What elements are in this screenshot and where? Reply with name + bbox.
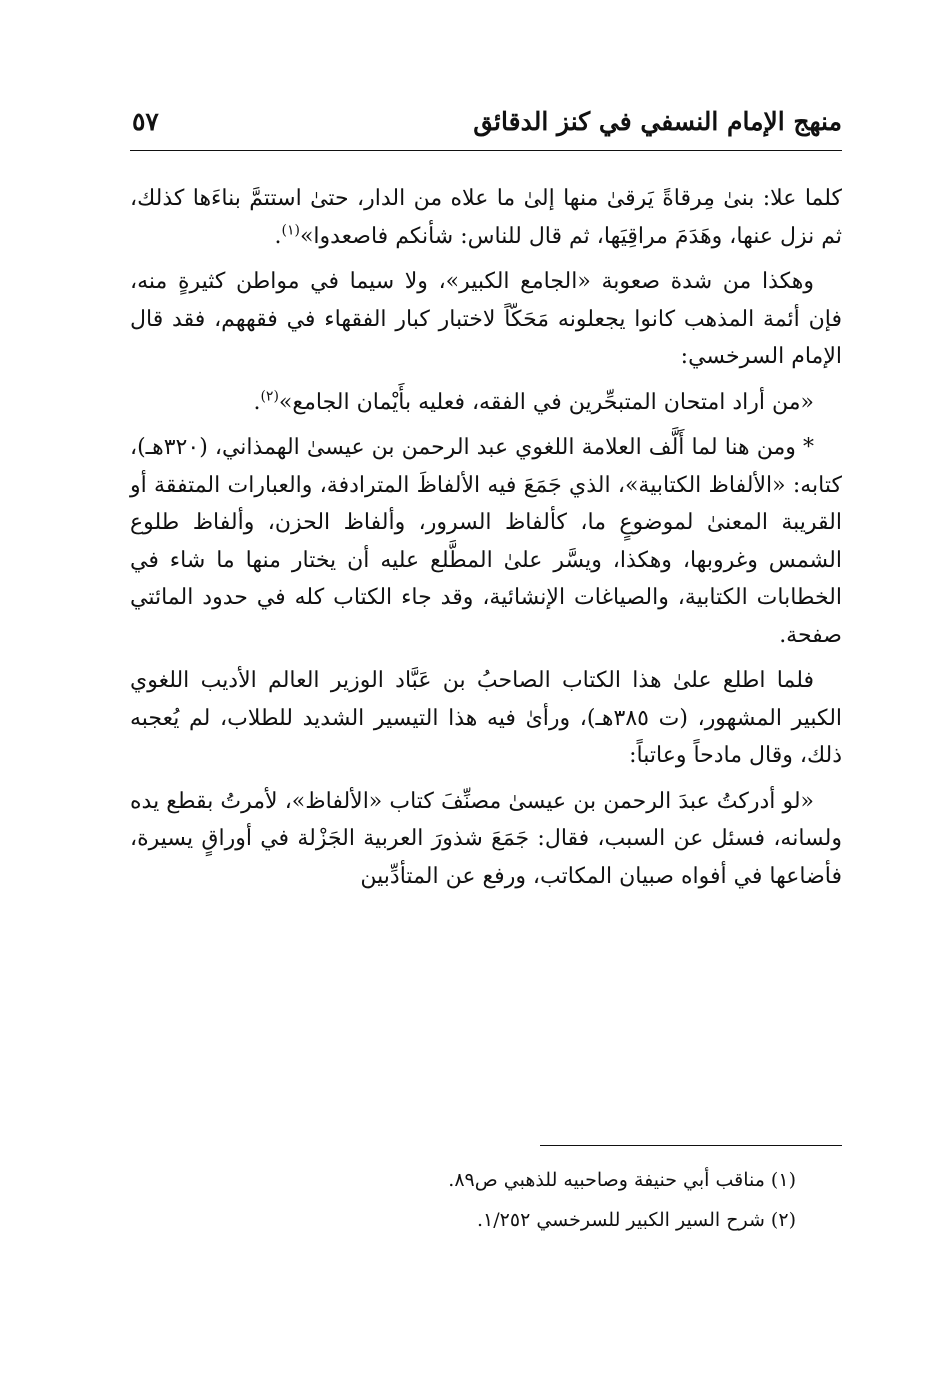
footnotes: [130, 1160, 796, 1240]
footnote-1: (١) مناقب أبي حنيفة وصاحبيه للذهبي ص٨٩.: [448, 1169, 796, 1191]
header-rule: [130, 150, 842, 151]
paragraph-1: [130, 180, 842, 255]
paragraph-5: [130, 662, 842, 775]
quote-sarakhsi: [130, 384, 842, 422]
paragraph-2: [130, 263, 842, 376]
quote-text: «لو أدركتُ عبدَ الرحمن بن عيسىٰ مصنِّفَ كتاب «الألفاظ»، لأمرتُ بقطع يده ولسانه، فسئل عن السبب، فقال: جَمَعَ شذورَ العربية الجَزْلة في أوراقٍ يسيرة، فأضاعها في أفواه صبيان المكاتب، ورفع عن المتأدِّبين: [130, 788, 842, 889]
paragraph-tail: .: [274, 223, 282, 249]
paragraph-text: كلما علا: بنىٰ مِرقاةً يَرقىٰ منها إلىٰ ما علاه من الدار، حتىٰ استتمَّ بناءَها كذلك، ثم نزل عنها، وهَدَمَ مراقِيَها، ثم قال للناس: شأنكم فاصعدوا»: [130, 186, 842, 249]
paragraph-4: [130, 429, 842, 654]
running-header: [130, 103, 842, 147]
page-number: ٥٧: [132, 107, 159, 136]
paragraph-text: * ومن هنا لما أَلَّف العلامة اللغوي عبد الرحمن بن عيسىٰ الهمذاني، (٣٢٠هـ)، كتابه: «الألفاظ الكتابية»، الذي جَمَعَ فيه الألفاظَ المترادفة، والعبارات المتفقة أو القريبة المعنىٰ لموضوعٍ ما، كألفاظ السرور، وألفاظ الحزن، وألفاظ طلوع الشمس وغروبها، وهكذا، ويسَّر علىٰ المطَّلع عليه أن يختار منها ما شاء في الخطابات الكتابية، والصياغات الإنشائية، وقد جاء الكتاب كله في حدود المائتي صفحة.: [130, 435, 842, 648]
paragraph-text: فلما اطلع علىٰ هذا الكتاب الصاحبُ بن عَبَّاد الوزير العالم الأديب اللغوي الكبير المشهور، (ت ٣٨٥هـ)، ورأىٰ فيه هذا التيسير الشديد للطلاب، لم يُعجبه ذلك، وقال مادحاً وعاتباً:: [130, 668, 843, 768]
paragraph-text: وهكذا من شدة صعوبة «الجامع الكبير»، ولا سيما في مواطن كثيرةٍ منه، فإن أئمة المذهب كانوا يجعلونه مَحَكّاً لاختبار كبار الفقهاء في فقههم، فقد قال الإمام السرخسي:: [130, 269, 842, 369]
paragraph-tail: .: [253, 389, 261, 415]
header-title: منهج الإمام النسفي في كنز الدقائق: [473, 107, 842, 136]
footnote-ref-1: (١): [281, 222, 300, 239]
quote-text: «من أراد امتحان المتبحِّرين في الفقه، فعليه بأَيْمان الجامع»: [278, 389, 814, 415]
quote-sahib: [130, 783, 842, 896]
body-text: [130, 180, 842, 903]
footnote-rule: [540, 1145, 842, 1146]
footnote-ref-2: (٢): [260, 388, 279, 405]
footnote-2: (٢) شرح السير الكبير للسرخسي ١/٢٥٢.: [477, 1209, 796, 1231]
